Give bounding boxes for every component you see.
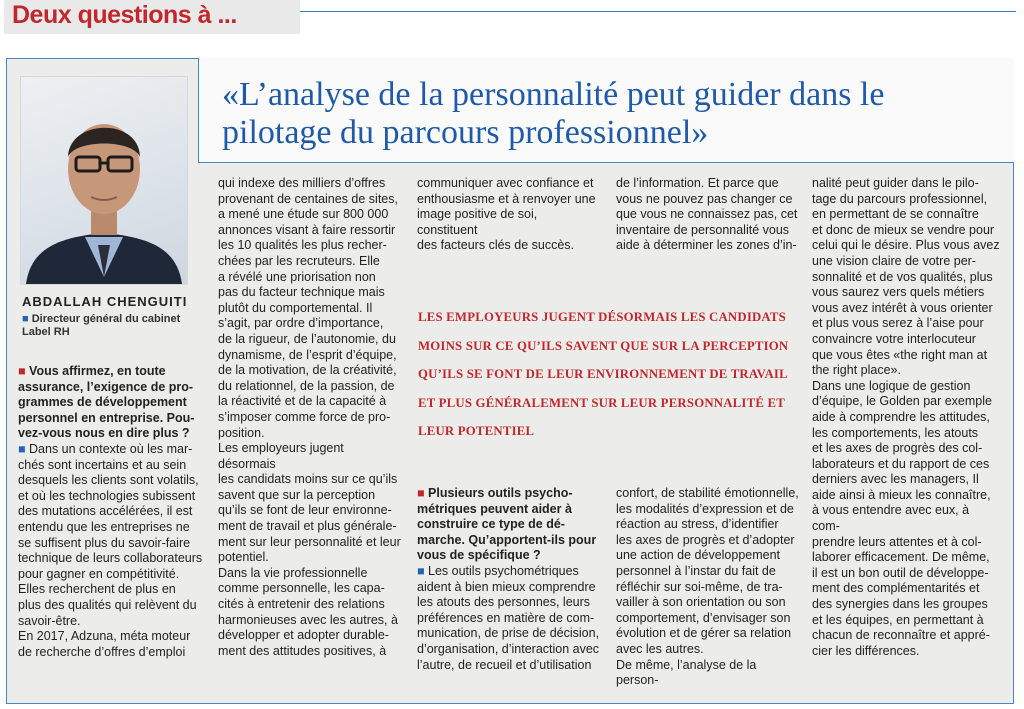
question-line: construire ce type de dé- [417,517,565,532]
body-line: une action de développement [616,548,781,563]
body-line: en permettant de se connaître [812,207,979,222]
bullet-square-icon: ■ [417,563,429,578]
body-line: les candidats moins sur ce qu’ils [218,472,398,487]
body-line: Dans une logique de gestion [812,378,971,393]
answer-line: les atouts des personnes, leurs [417,595,591,610]
role-line-1: Directeur général du cabinet [31,313,181,325]
body-line: les axes de progrès et d’adopter [616,532,795,547]
body-line: comme personnelle, les capa- [218,581,385,596]
answer-1-column-1 [18,442,204,660]
answer-line: et où les technologies subissent [18,488,196,503]
body-line: vous avez intérêt à vous orienter [812,300,993,315]
question-line [18,364,204,380]
pull-quote-line: LEUR POTENTIEL [418,424,535,438]
body-line: prendre leurs attentes et à col- [812,534,982,549]
answer-line: préférences en matière de com- [417,610,595,625]
body-line: personnel à l’instar du fait de [616,563,776,578]
body-line: nalité peut guider dans le pilo- [812,176,979,190]
body-line: sonnalité et de vos qualités, plus [812,269,993,284]
answer-line: desquels les clients sont volatils, [18,473,199,488]
bullet-square-icon: ■ [417,486,429,500]
body-line: avec les autres. [616,641,704,656]
bullet-square-icon: ■ [18,441,30,456]
body-line: à vous entendre avec eux, à com- [812,503,970,534]
pull-quote-line: MOINS SUR CE QU’ILS SAVENT QUE SUR LA PERCEPTION [418,338,789,353]
body-line: et les axes de progrès des col- [812,441,983,456]
body-line: ment des complémentarités et [812,581,980,596]
body-line: réfléchir sur soi-même, de tra- [616,579,783,594]
body-line: laborateurs et du rapport de ces [812,456,990,471]
answer-line: se suffisent plus du savoir-faire [18,535,191,550]
answer-line: pour gagner en compétitivité. [18,566,180,581]
column-4-bottom [616,486,800,689]
body-line: s’agit, par ordre d’importance, [218,316,384,331]
body-line: cités à entretenir des relations [218,597,385,612]
body-line: des facteurs clés de succès. [417,238,575,253]
answer-line: l’autre, de recueil et d’utilisation [417,657,592,672]
answer-line: de recherche d’offres d’emploi [18,644,186,659]
question-line: personnel en entreprise. Pou- [18,410,195,425]
column-4-top [616,176,800,254]
body-line: plutôt du comportemental. Il [218,300,373,315]
question-2 [417,486,601,564]
portrait-photo [20,76,188,285]
body-line: comportement, d’envisager son [616,610,791,625]
text-line-content: Plusieurs outils psycho- [428,486,573,500]
column-1 [18,364,204,660]
question-line: métriques peuvent aider à [417,501,572,516]
body-line: les comportements, les atouts [812,425,979,440]
body-line: laborer efficacement. De même, [812,550,990,565]
body-line: savent que sur la perception [218,487,376,502]
body-line: position. [218,425,265,440]
answer-line: chés sont incertains et au sein [18,457,187,472]
question-line: grammes de développement [18,395,187,410]
body-line: inventaire de personnalité vous [616,222,790,237]
body-line: qu’ils se font de leur environne- [218,503,392,518]
answer-line: munication, de prise de décision, [417,626,600,641]
body-line: potentiel. [218,550,269,565]
body-line: chacun de reconnaître et appré- [812,628,990,643]
body-line: de la motivation, de la créativité, [218,363,397,378]
body-line: du relationnel, de la passion, de [218,378,395,393]
question-line: vous de spécifique ? [417,548,541,563]
body-line: celui qui le désire. Plus vous avez [812,238,1000,253]
section-header [4,0,300,34]
question-line: marche. Qu’apportent-ils pour [417,532,597,547]
text-line-content: Dans un contexte où les mar- [29,441,193,456]
question-1 [18,364,204,442]
body-line: ment de travail et plus générale- [218,519,397,534]
answer-2-column-3 [417,564,601,673]
body-line: derniers avec les managers, Il [812,472,979,487]
body-line: tage du parcours professionnel, [812,191,988,206]
body-line: image positive de soi, constituent [417,207,538,237]
body-line: chées par les recruteurs. Elle [218,253,380,268]
body-line: aide ainsi à mieux les connaître, [812,487,991,502]
answer-line: plus des qualités qui relèvent du [18,597,197,612]
body-line: convaincre votre interlocuteur [812,331,976,346]
pull-quote-line: LES EMPLOYEURS JUGENT DÉSORMAIS LES CANDIDATS [418,310,786,324]
pull-quote [418,303,802,446]
body-line: réaction au stress, d’identifier [616,517,779,532]
answer-line: En 2017, Adzuna, méta moteur [18,629,191,644]
body-line: De même, l’analyse de la person- [616,657,757,688]
body-line: Dans la vie professionnelle [218,565,368,580]
body-line: cier les différences. [812,643,920,658]
body-line: vous ne pouvez pas changer ce [616,191,793,206]
body-line: de l’information. Et parce que [616,176,779,190]
column-3-bottom [417,486,601,673]
body-line: il est un bon outil de développe- [812,565,989,580]
question-line [417,486,601,502]
body-line: Les employeurs jugent désormais [218,441,344,471]
body-line: développer et adopter durable- [218,628,389,643]
section-title: Deux questions à ... [12,1,237,29]
body-line: aide à déterminer les zones d’in- [616,238,797,253]
body-line: que vous ne connaissez pas, cet [616,207,798,222]
bullet-square-icon: ■ [18,364,30,378]
person-role [22,313,192,339]
answer-line: Elles recherchent de plus en [18,582,176,597]
body-line: vous saurez vers quels métiers [812,285,985,300]
body-line: les 10 qualités les plus recher- [218,238,387,253]
portrait-illustration [21,77,187,284]
body-line: ment des attitudes positives, à [218,643,387,658]
answer-line [417,564,601,580]
body-line: communiquer avec confiance et [417,176,594,190]
pull-quote-line: QU’ILS SE FONT DE LEUR ENVIRONNEMENT DE TRAVAIL [418,367,788,381]
question-line: vez-vous nous en dire plus ? [18,426,190,441]
text-line-content: Les outils psychométriques [428,563,579,578]
pull-quote-line: ET PLUS GÉNÉRALEMENT SUR LEUR PERSONNALITÉ ET [418,395,785,410]
body-line: de la rigueur, de l’autonomie, du [218,331,396,346]
body-line: et plus vous serez à l’aise pour [812,316,984,331]
body-line: pas du facteur technique mais [218,285,385,300]
body-line: vailler à son orientation ou son [616,595,786,610]
answer-line: entendu que les entreprises ne [18,519,190,534]
body-line: des synergies dans les groupes [812,597,988,612]
person-name: ABDALLAH CHENGUITI [22,294,188,309]
answer-line: aident à bien mieux comprendre [417,579,596,594]
answer-line: savoir-être. [18,613,81,628]
body-line: provenant de centaines de sites, [218,191,398,206]
body-line: les modalités d’expression et de [616,501,794,516]
body-line: a révélé une priorisation non [218,269,376,284]
column-5 [812,176,1000,659]
body-line: enthousiasme et à renvoyer une [417,191,596,206]
body-line: s’imposer comme force de pro- [218,409,391,424]
article-title: «L’analyse de la personnalité peut guider dans le pilotage du parcours professionnel» [222,76,885,151]
body-line: harmonieuses avec les autres, à [218,612,398,627]
body-line: ment sur leur personnalité et leur [218,534,401,549]
answer-line: des mutations accélérées, il est [18,504,193,519]
header-rule [300,11,1016,12]
role-line-2: Label RH [22,326,70,338]
body-line: évolution et de gérer sa relation [616,626,792,641]
answer-line [18,442,204,458]
column-2 [218,176,402,659]
body-line: et les équipes, en permettant à [812,612,984,627]
body-line: a mené une étude sur 800 000 [218,207,389,222]
body-line: annonces visant à faire ressortir [218,222,396,237]
column-3-top [417,176,601,254]
body-line: et donc de mieux se vendre pour [812,222,995,237]
body-line: aide à comprendre les attitudes, [812,409,990,424]
question-line: assurance, l’exigence de pro- [18,379,194,394]
body-line: que vous êtes «the right man at [812,347,988,362]
body-line: qui indexe des milliers d’offres [218,176,386,190]
bullet-square-icon: ■ [22,313,29,325]
body-line: confort, de stabilité émotionnelle, [616,486,799,500]
body-line: la réactivité et de la capacité à [218,394,387,409]
text-line-content: Vous affirmez, en toute [29,364,166,378]
body-line: d’équipe, le Golden par exemple [812,394,992,409]
answer-line: d’organisation, d’interaction avec [417,641,600,656]
body-line: une vision claire de votre per- [812,253,976,268]
answer-line: technique de leurs collaborateurs [18,551,203,566]
body-line: dynamisme, de l’esprit d’équipe, [218,347,397,362]
body-line: the right place». [812,363,901,378]
